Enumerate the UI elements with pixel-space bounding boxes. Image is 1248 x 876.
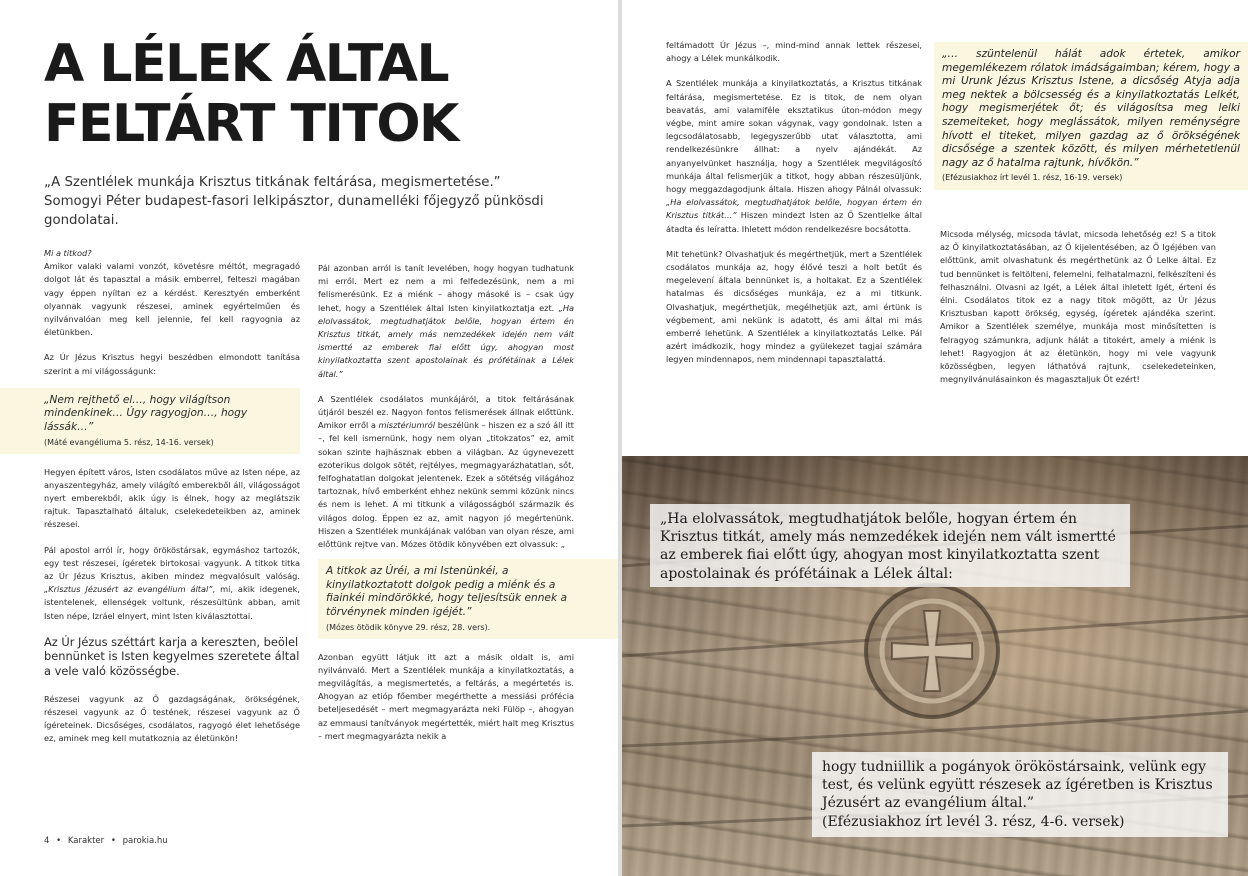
stone-relief-photo bbox=[622, 456, 1248, 876]
title-line-2: FELTÁRT TITOK bbox=[44, 94, 458, 154]
paragraph: Mit tehetünk? Olvashatjuk és megérthetjük, mert a Szentlélek csodálatos munkája az, hogy élővé teszi a holt betűt és megelevení általa bennünket is, a holtakat. Ez a Szentlélek hatalmas és dicsőséges munkája, ez a mi titkunk. Olvashatjuk, megérthetjük, megélhetjük azt, ami értünk is végbement, ami nekünk is adatott, és ami által mi más emberré lehetünk. A Szentlélek a kinyilatkoztatás Lelke. Pál azért imádkozik, hogy mindez a gyülekezet tagjai számára legyen mindennapos, nem mindennapi tapasztalattá. bbox=[666, 248, 922, 365]
right-page bbox=[622, 0, 1248, 876]
photo-quote-reference: (Efézusiakhoz írt levél 3. rész, 4-6. versek) bbox=[822, 813, 1125, 830]
paragraph: Amikor valaki valami vonzót, követésre méltót, megragadó dolgot lát és tapasztal a másik emberrel, felteszi magában vagy éppen nyíltan ez a kérdést. Keresztyén emberként olyannak vagyunk részesei, aminek egyértelműen és nyilvánvalóan meg kell jelennie, fel kell ragyognia az életünkben. bbox=[44, 261, 300, 338]
quote-reference: (Máté evangéliuma 5. rész, 14-16. versek) bbox=[44, 437, 214, 447]
quote-reference: (Mózes ötödik könyve 29. rész, 28. vers). bbox=[326, 622, 491, 632]
right-column-1 bbox=[666, 39, 922, 379]
paragraph: Hegyen épített város, Isten csodálatos műve az Isten népe, az anyaszentegyház, amely világító emberekből áll, világosságot nyert emberekből, akik úgy is élnek, hogy az meglátszik rajtuk. Tapasztalható általuk, cselekedeteikben az, aminek részesei. bbox=[44, 466, 300, 530]
pull-quote bbox=[0, 388, 300, 454]
title-line-1: A LÉLEK ÁLTAL bbox=[44, 34, 449, 94]
article-lead bbox=[44, 173, 564, 230]
pull-quote bbox=[934, 42, 1248, 190]
photo-quote-bottom bbox=[812, 752, 1228, 837]
paragraph: Azonban együtt látjuk itt azt a másik oldalt is, ami nyilvánvaló. Mert a Szentlélek munkája a kinyilatkoztatás, a megvilágítás, a megismertetés, a feltárás, a megértetés is. Ahogyan az etióp főember megérthette a messiási prófécia beteljesedését – mert megmagyarázta neki Fülöp –, ahogyan az emmausi tanítványok megértették, miért halt meg Krisztus – mert megmagyarázta nekik a bbox=[318, 651, 574, 741]
lead-quote: „A Szentlélek munkája Krisztus titkának feltárása, megismertetése.” bbox=[44, 175, 501, 190]
quote-text: A titkok az Úréi, a mi Istenünkéi, a kinyilatkoztatott dolgok pedig a miénk és a fiainkéi mindörökké, hogy teljesítsük ennek a törvénynek minden igéjét.” bbox=[326, 565, 567, 619]
subheading: Mi a titkod? bbox=[44, 248, 92, 258]
article-title bbox=[44, 34, 458, 154]
paragraph: Pál apostol arról ír, hogy örököstársak, egymáshoz tartozók, egy test részesei, ígéretek birtokosai vagyunk. A titkok titka az Úr Jézus Krisztus, akiben mindez megvalósult valóság. „Krisztus Jézusért az evangélium által”, mi, akik idegenek, istentelenek, ellenségek voltunk, részesültünk abban, amit Isten népe, Izráel elnyert, mint Isten kiválasztottai. bbox=[44, 544, 300, 621]
paragraph: Részesei vagyunk az Ő gazdagságának, örökségének, részesei vagyunk az Ő testének, részesei vagyunk az Ő ígéreteinek. Dicsőséges, csodálatos, ragyogó élet lehetősége ez, aminek meg kell mutatkoznia az életünkön! bbox=[44, 693, 300, 744]
photo-quote-text: hogy tudniillik a pogányok örököstársaink, velünk egy test, és velünk együtt részesek az ígéretben is Krisztus Jézusért az evangélium által.” bbox=[822, 759, 1213, 812]
quote-reference: (Efézusiakhoz írt levél 1. rész, 16-19. versek) bbox=[942, 173, 1123, 183]
quote-text: „Nem rejthető el…, hogy világítson mindenkinek… Úgy ragyogjon…, hogy lássák…” bbox=[44, 393, 248, 434]
left-page bbox=[0, 0, 618, 876]
paragraph: A Szentlélek munkája a kinyilatkoztatás, a Krisztus titkának feltárása, megismertetése. Ez is titok, de nem olyan beavatás, ami valamiféle eksztatikus úton-módon megy végbe, mint amire sokan vágynak, vagy gondolnak. Isten a legcsodálatosabb, legegyszerűbb utat választotta, ami rendelkezésünkre állhat: a nyelv ajándékát. Az anyanyelvünket használja, hogy a Szentlélek megvilágosító munkája által felismerjük a titkot, hogy abban részesüljünk, hogy meggazdagodjunk általa. Hiszen ahogy Pálnál olvassuk: „Ha elolvassátok, megtudhatjátok belőle, hogyan értem én Krisztus titkát…” Hiszen mindezt Isten az Ő Szentlelke által átadta és leíratta. Ihletett módon rendelkezésre bocsátotta. bbox=[666, 78, 922, 234]
site-name: parokia.hu bbox=[122, 836, 168, 846]
magazine-name: Karakter bbox=[67, 836, 105, 846]
highlight-text: Az Úr Jézus széttárt karja a kereszten, beölel bennünket is Isten kegyelmes szeretete által a vele való közösségbe. bbox=[44, 634, 300, 679]
left-column-2 bbox=[318, 262, 574, 755]
paragraph: Az Úr Jézus Krisztus hegyi beszédben elmondott tanítása szerint a mi világosságunk: bbox=[44, 352, 300, 376]
quote-text: „… szüntelenül hálát adok értetek, amikor megemlékezem rólatok imádságaimban; kérem, hogy a mi Urunk Jézus Krisztus Istene, a dicsőség Atyja adja meg nektek a bölcsesség és a kinyilatkoztatás Lelkét, hogy megismerjétek őt; és világosítsa meg lelki szemeiteket, hogy meglássátok, milyen reménységre hívott el titeket, milyen gazdag az ő örökségének dicsősége a szentek között, és milyen mérhetetlenül nagy az ő hatalma rajtunk, hívőkön.” bbox=[942, 48, 1240, 169]
right-column-2 bbox=[940, 228, 1216, 398]
left-column-1 bbox=[44, 247, 300, 757]
photo-quote-top: „Ha elolvassátok, megtudhatjátok belőle, hogyan értem én Krisztus titkát, amely más nemzedékek idején nem vált ismertté az emberek fiai előtt úgy, ahogyan most kinyilatkoztatta szent apostolainak és prófétáinak a Lélek által: bbox=[650, 504, 1130, 587]
lead-byline: Somogyi Péter budapest-fasori lelkipásztor, dunamelléki főjegyző pünkösdi gondolatai. bbox=[44, 194, 544, 228]
page-number: 4 bbox=[44, 836, 50, 846]
cross-medallion-icon bbox=[866, 585, 998, 717]
paragraph: feltámadott Úr Jézus –, mind-mind annak lettek részesei, ahogy a Lélek munkálkodik. bbox=[666, 40, 922, 64]
paragraph: A Szentlélek csodálatos munkájáról, a titok feltárásának útjáról beszél ez. Nagyon fontos felismerések állnak előttünk. Amikor erről a misztériumról beszélünk – hiszen ez a szó áll itt –, fel kell ismernünk, hogy nem olyan „titokzatos” ez, amit sokan szinte hajhásznak ebben a világban. Az úgynevezett ezoterikus dolgok sötét, rejtélyes, megmagyarázhatatlan, sőt, felfoghatatlan dolgokat jelentenek. Ezek a sötétség világához tartoznak, hívő emberként ehhez nekünk semmi közünk nincs és nem is lehet. A mi titkunk a világosságból származik és világos dolog. Éppen ez az, amit nagyon jó megértenünk. Hiszen a Szentlélek munkájának valóban van olyan része, ami előttünk rejtve van. Mózes ötödik könyvében ezt olvassuk: „ bbox=[318, 393, 574, 550]
page-footer: 4 • Karakter • parokia.hu bbox=[44, 836, 168, 846]
paragraph: Micsoda mélység, micsoda távlat, micsoda lehetőség ez! S a titok az Ő kinyilatkoztatásában, az Ő kijelentésében, az Ő Igéjében van előttünk, amit olvashatunk és megérthetünk az Ő Lelke által. Ez tud bennünket is feltölteni, felemelni, felhatalmazni, felkészíteni és felhasználni. Olvasni az Igét, a Lélek által ihletett Igét, érteni és élni. Csodálatos titok ez a nagy titok mögött, az Úr Jézus Krisztusban kapott örökség, egység, ígéretek ajándéka szerint. Amikor a Szentlélek személye, munkája most minősítetten is felragyog számunkra, adjunk hálát a titokért, amely a miénk is lehet! Ragyogjon át az életünkön, hogy mi vele vagyunk közösségben, legyen láthatóvá rajtunk, cselekedeteinken, megnyilvánulásainkon és magasztaljuk Őt ezért! bbox=[940, 229, 1216, 385]
pull-quote bbox=[318, 559, 618, 638]
paragraph: Pál azonban arról is tanít levelében, hogy hogyan tudhatunk mi erről. Mert ez nem a mi felfedezésünk, nem a mi felismerésünk. Ez a miénk – ahogy másoké is – csak úgy lehet, hogy a Szentlélek által Isten kinyilatkoztatja ezt. „Ha elolvassátok, megtudhatjátok belőle, hogyan értem én Krisztus titkát, amely más nemzedékek idején nem vált ismertté az emberek fiai előtt úgy, ahogyan most kinyilatkoztatta szent apostolainak és prófétáinak a Lélek által.” bbox=[318, 263, 574, 379]
